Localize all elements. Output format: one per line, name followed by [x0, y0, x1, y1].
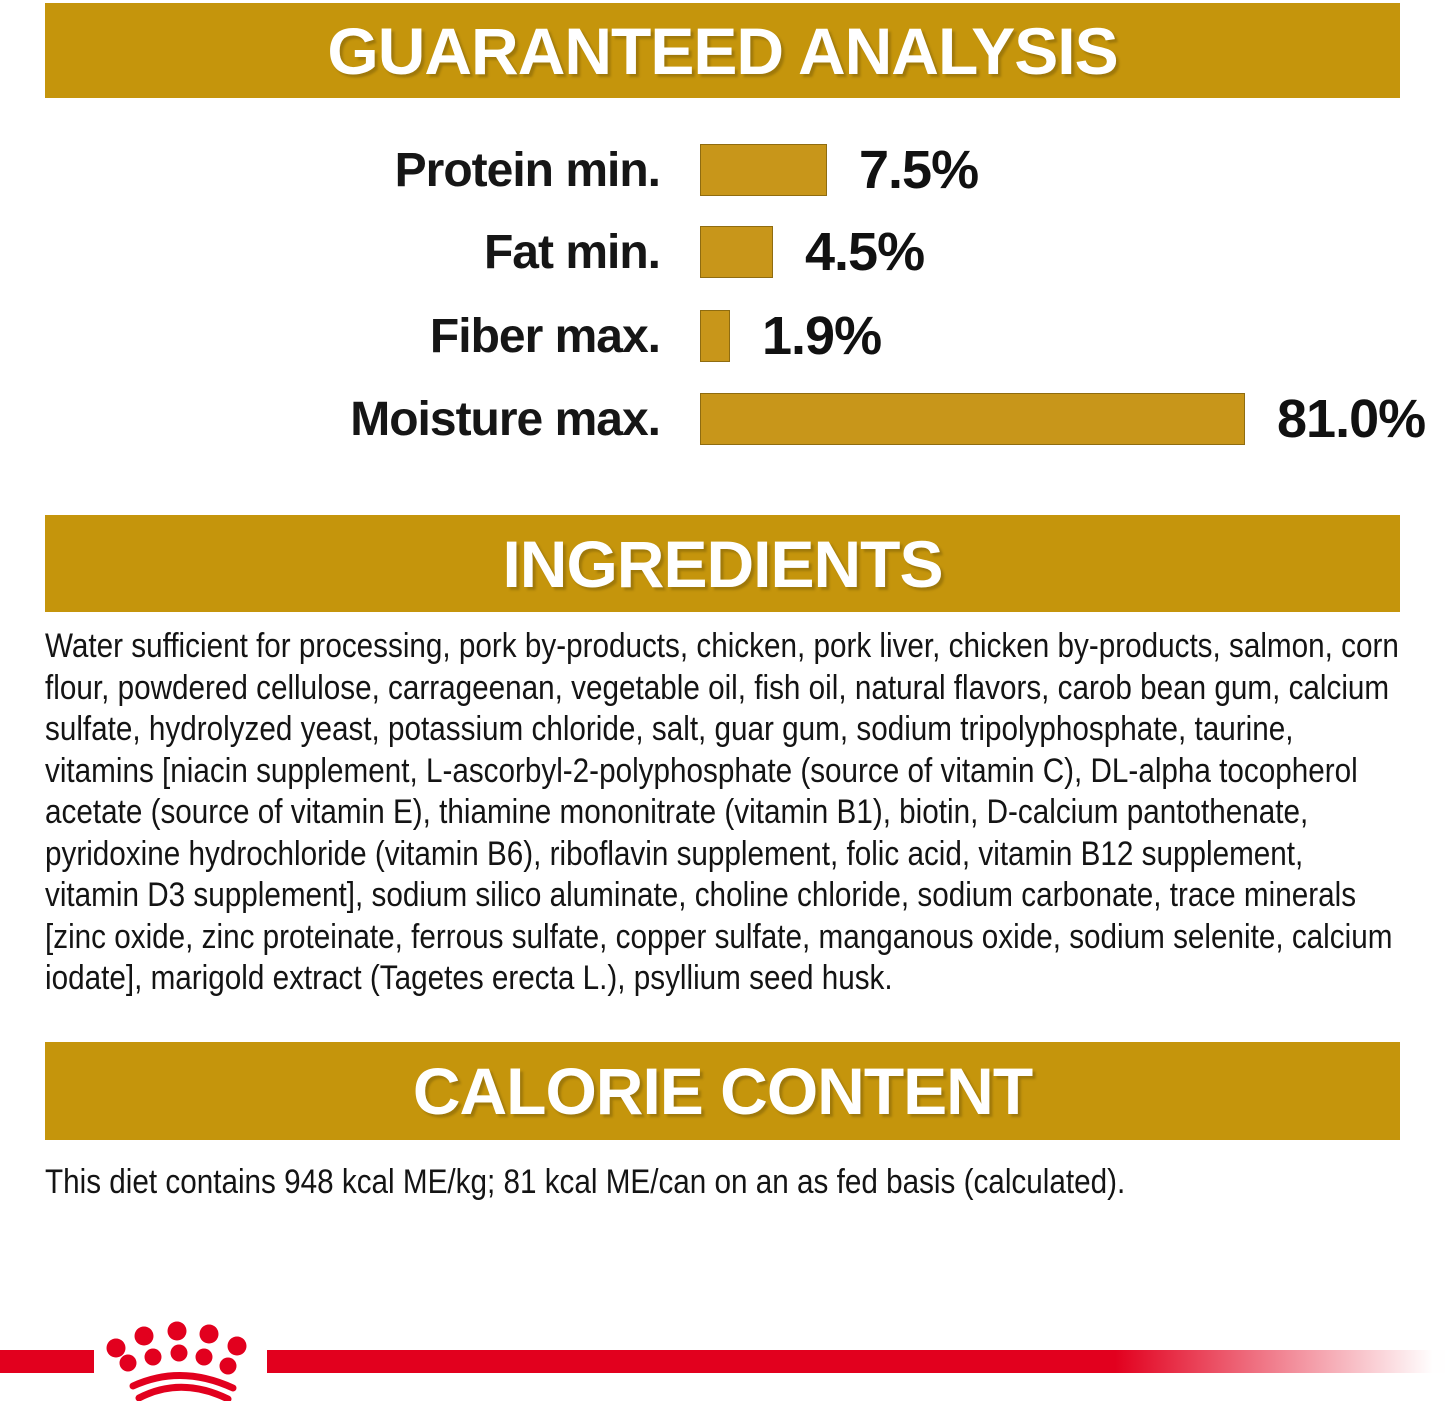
ga-value-fat: 4.5% [805, 222, 925, 282]
guaranteed-analysis-banner [45, 3, 1400, 98]
ga-label-protein: Protein min. [394, 143, 660, 197]
ga-label-fiber: Fiber max. [429, 309, 660, 363]
calorie-content-title: CALORIE CONTENT [412, 1054, 1033, 1128]
ga-bar-fat [700, 226, 773, 278]
ga-value-protein: 7.5% [859, 140, 979, 200]
ingredients-text: Water sufficient for processing, pork by-products, chicken, pork liver, chicken by-products, salmon, corn flour, powdered cellulose, carrageenan, vegetable oil, fish oil, natural flavors, carob bean gum, calcium sulfate, hydrolyzed yeast, potassium chloride, salt, guar gum, sodium tripolyphosphate, taurine, vitamins [niacin supplement, L-ascorbyl-2-polyphosphate (source of vitamin C), DL-alpha tocopherol acetate (source of vitamin E), thiamine mononitrate (vitamin B1), biotin, D-calcium pantothenate, pyridoxine hydrochloride (vitamin B6), riboflavin supplement, folic acid, vitamin B12 supplement, vitamin D3 supplement], sodium silico aluminate, choline chloride, sodium carbonate, trace minerals [zinc oxide, zinc proteinate, ferrous sulfate, copper sulfate, manganous oxide, sodium selenite, calcium iodate], marigold extract (Tagetes erecta L.), psyllium seed husk. [45, 627, 1399, 997]
ga-label-moisture: Moisture max. [350, 392, 660, 446]
calorie-content-text: This diet contains 948 kcal ME/kg; 81 kcal ME/can on an as fed basis (calculated). [45, 1163, 1126, 1201]
ga-label-fat: Fat min. [483, 225, 660, 279]
ga-row-fiber [45, 306, 882, 366]
ga-bar-fiber [700, 310, 730, 362]
ga-value-fiber: 1.9% [762, 306, 882, 366]
ga-bar-protein [700, 144, 827, 196]
ingredients-banner [45, 515, 1400, 612]
calorie-content-banner [45, 1042, 1400, 1140]
ga-value-moisture: 81.0% [1277, 389, 1426, 449]
royal-canin-crown-icon [95, 1310, 275, 1401]
ga-row-fat [45, 222, 925, 282]
guaranteed-analysis-title: GUARANTEED ANALYSIS [327, 13, 1118, 88]
ingredients-title: INGREDIENTS [502, 526, 943, 601]
ga-bar-moisture [700, 393, 1245, 445]
ga-row-protein [45, 140, 979, 200]
brand-stripe-right [267, 1350, 1445, 1373]
brand-stripe-left [0, 1350, 94, 1373]
ga-row-moisture [45, 389, 1426, 449]
